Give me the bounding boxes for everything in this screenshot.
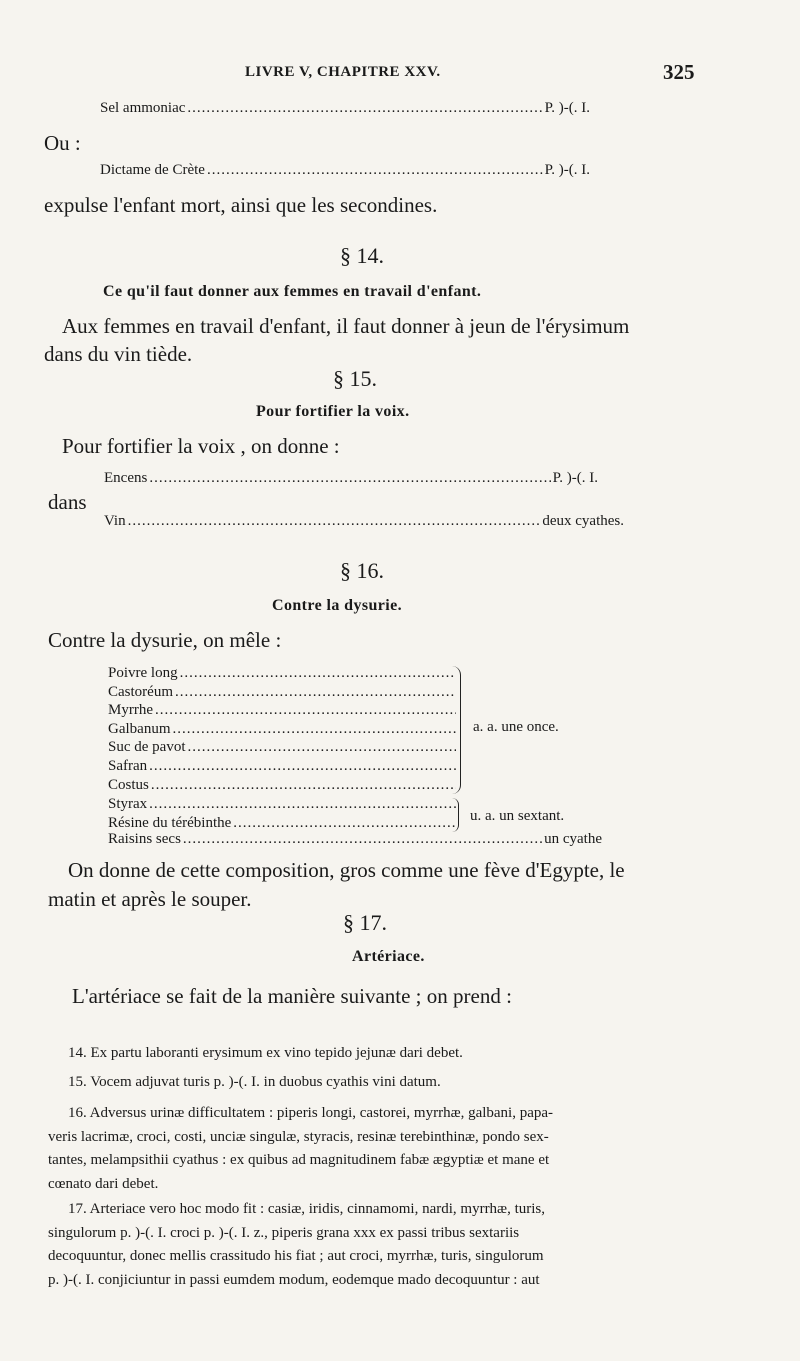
brace-group-1 — [452, 666, 461, 794]
footnote-line: decoquuntur, donec mellis crassitudo his fiat ; aut croci, myrrhæ, turis, singulorum — [48, 1248, 544, 1264]
ingredient-label: Raisins secs — [108, 831, 181, 847]
section-heading-16: Contre la dysurie. — [272, 597, 403, 614]
s17-intro: L'artériace se fait de la manière suivante ; on prend : — [72, 984, 512, 1008]
footnote-line: 17. Arteriace vero hoc modo fit : casiæ, iridis, cinnamomi, nardi, myrrhæ, turis, — [68, 1201, 545, 1217]
dot-leader — [187, 100, 542, 117]
ingredient-dose: P. )-(. I. — [544, 100, 590, 116]
ou-label: Ou : — [44, 131, 81, 155]
sel-ammoniac-line — [100, 100, 590, 117]
footnote-line: cœnato dari debet. — [48, 1175, 159, 1192]
footnote-line: singulorum p. )-(. I. croci p. )-(. I. z., piperis grana xxx ex passi tribus sextariis — [48, 1224, 520, 1241]
list-item: Poivre long ..... — [108, 664, 458, 683]
expulse-text: expulse l'enfant mort, ainsi que les secondines. — [44, 193, 438, 217]
s14-text-line1: Aux femmes en travail d'enfant, il faut donner à jeun de l'érysimum — [62, 314, 630, 338]
section-number-17: § 17. — [343, 910, 387, 935]
footnote-14: 14. Ex partu laboranti erysimum ex vino tepido jejunæ dari debet. — [68, 1045, 463, 1061]
ingredient-group-1 — [108, 664, 458, 794]
ingredient-label: Sel ammoniac — [100, 100, 186, 116]
s16-intro: Contre la dysurie, on mêle : — [48, 628, 282, 652]
ingredient-label: Dictame de Crète — [100, 162, 205, 178]
list-item: Myrrhe ..... — [108, 701, 458, 720]
footnote-15: 15. Vocem adjuvat turis p. )-(. I. in duobus cyathis vini datum. — [68, 1074, 441, 1090]
brace-group-2 — [452, 798, 459, 832]
list-item: Galbanum ..... — [108, 720, 458, 739]
ingredient-label: Encens — [104, 470, 148, 486]
group-1-dose: a. a. une once. — [473, 719, 559, 735]
section-heading-15: Pour fortifier la voix. — [256, 403, 410, 420]
dans-label: dans — [48, 490, 87, 514]
encens-line — [104, 470, 598, 487]
section-heading-17: Artériace. — [352, 948, 425, 965]
dictame-line — [100, 162, 590, 179]
footnote-line: tantes, melampsithii cyathus : ex quibus ad magnitudinem fabæ ægyptiæ et mane et — [48, 1152, 550, 1168]
ingredient-dose: P. )-(. I. — [544, 162, 590, 178]
list-item: Castoréum ..... — [108, 683, 458, 702]
dot-leader — [207, 162, 543, 179]
list-item: Styrax ..... — [108, 795, 458, 814]
section-number-16: § 16. — [340, 558, 384, 583]
ingredient-dose: P. )-(. I. — [552, 470, 598, 486]
list-item: Safran ..... — [108, 757, 458, 776]
ingredient-dose: deux cyathes. — [542, 513, 624, 529]
section-number-15: § 15. — [333, 366, 377, 391]
vin-line — [104, 513, 624, 530]
dot-leader — [183, 831, 542, 848]
footnote-17 — [48, 1198, 545, 1292]
ingredient-label: Vin — [104, 513, 126, 529]
page-number: 325 — [663, 60, 695, 84]
running-title: LIVRE V, CHAPITRE XXV. — [245, 64, 441, 80]
footnote-line: veris lacrimæ, croci, costi, unciæ singulæ, styracis, resinæ terebinthinæ, pondo sex- — [48, 1128, 549, 1145]
list-item: Suc de pavot ..... — [108, 738, 458, 757]
footnote-16 — [48, 1102, 554, 1196]
running-header — [0, 60, 800, 90]
s16-outro-line1: On donne de cette composition, gros comme une fève d'Egypte, le — [68, 858, 625, 882]
dot-leader — [149, 470, 550, 487]
raisins-line — [108, 831, 602, 848]
footnote-line: 16. Adversus urinæ difficultatem : piperis longi, castorei, myrrhæ, galbani, papa- — [68, 1105, 554, 1121]
dot-leader — [128, 513, 541, 530]
ingredient-group-2 — [108, 795, 458, 832]
s14-text-line2: dans du vin tiède. — [44, 342, 193, 366]
footnote-line: p. )-(. I. conjiciuntur in passi eumdem modum, eodemque mado decoquuntur : aut — [48, 1271, 540, 1288]
section-number-14: § 14. — [340, 243, 384, 268]
ingredient-dose: un cyathe — [544, 831, 602, 847]
list-item: Costus ..... — [108, 776, 458, 795]
s16-outro-line2: matin et après le souper. — [48, 887, 252, 911]
list-item: Résine du térébinthe ..... — [108, 814, 458, 833]
section-heading-14: Ce qu'il faut donner aux femmes en travail d'enfant. — [103, 283, 482, 300]
s15-intro: Pour fortifier la voix , on donne : — [62, 434, 340, 458]
group-2-dose: u. a. un sextant. — [470, 808, 565, 824]
